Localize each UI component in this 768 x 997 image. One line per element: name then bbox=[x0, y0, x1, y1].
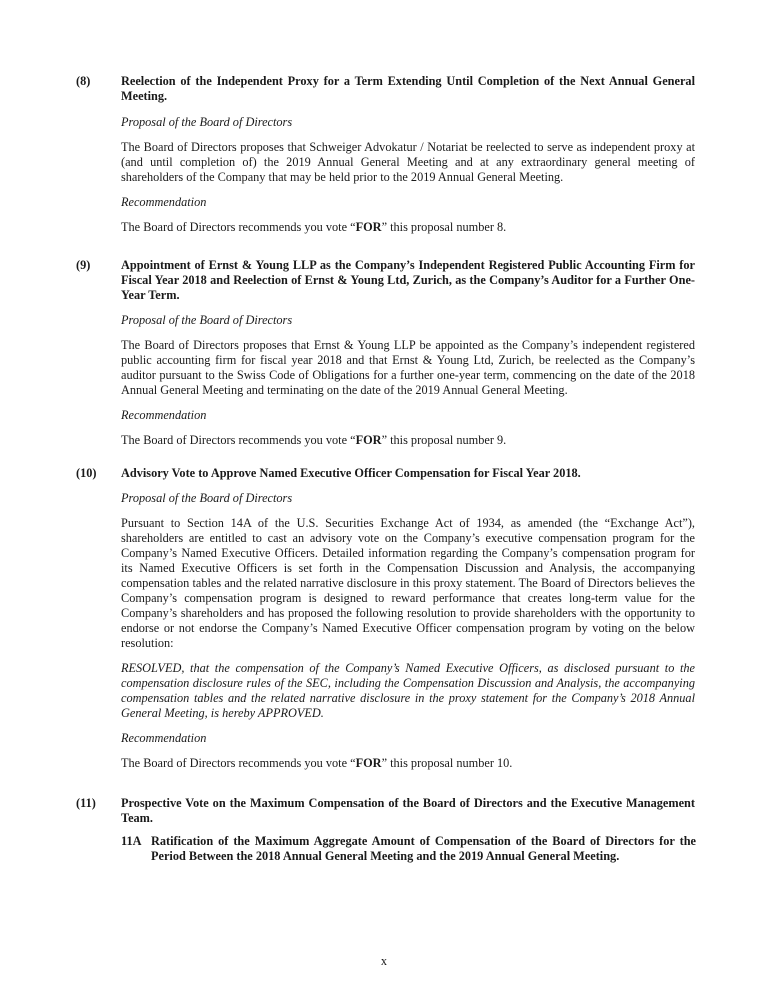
sub-item-11a bbox=[121, 834, 696, 864]
proposal-text: The Board of Directors proposes that Schweiger Advokatur / Notariat be reelected to serve as independent proxy at (and until completion of) the 2019 Annual General Meeting and at any extraordinary general meeting of shareholders of the Company that may be held prior to the 2019 Annual General Meeting. bbox=[121, 140, 695, 184]
recommendation-label: Recommendation bbox=[121, 408, 207, 422]
proposal-label: Proposal of the Board of Directors bbox=[121, 491, 293, 505]
recommendation-label: Recommendation bbox=[121, 731, 207, 745]
item-number: (9) bbox=[76, 258, 91, 272]
item-number: (11) bbox=[76, 796, 96, 810]
item-number: (8) bbox=[76, 74, 91, 88]
page-number: x bbox=[380, 954, 388, 968]
sub-item-number: 11A bbox=[121, 834, 142, 848]
recommendation-text: The Board of Directors recommends you vote “FOR” this proposal number 8. bbox=[121, 220, 507, 234]
proposal-text: The Board of Directors proposes that Ernst & Young LLP be appointed as the Company’s independent registered public accounting firm for fiscal year 2018 and that Ernst & Young Ltd, Zurich, be reelected as the Company’s auditor pursuant to the Swiss Code of Obligations for a further one-year term, commencing on the date of the 2018 Annual General Meeting and terminating on the date of the 2019 Annual General Meeting. bbox=[121, 338, 695, 397]
item-heading: Reelection of the Independent Proxy for a Term Extending Until Completion of the Next Annual General Meeting. bbox=[121, 74, 695, 103]
recommendation-label: Recommendation bbox=[121, 195, 207, 209]
item-heading: Prospective Vote on the Maximum Compensation of the Board of Directors and the Executive Management Team. bbox=[121, 796, 695, 825]
recommendation-text: The Board of Directors recommends you vote “FOR” this proposal number 10. bbox=[121, 756, 513, 770]
item-heading: Advisory Vote to Approve Named Executive Officer Compensation for Fiscal Year 2018. bbox=[121, 466, 581, 480]
item-heading: Appointment of Ernst & Young LLP as the Company’s Independent Registered Public Accounting Firm for Fiscal Year 2018 and Reelection of Ernst & Young Ltd, Zurich, as the Company’s Auditor for a Further One-Year Term. bbox=[121, 258, 695, 302]
item-number: (10) bbox=[76, 466, 97, 480]
proposal-text: Pursuant to Section 14A of the U.S. Securities Exchange Act of 1934, as amended (the “Exchange Act”), shareholders are entitled to cast an advisory vote on the Company’s executive compensation program for the Company’s Named Executive Officers. Detailed information regarding the Company’s compensation program for its Named Executive Officers is set forth in the Compensation Discussion and Analysis, the accompanying compensation tables and the related narrative disclosure in this proxy statement. The Board of Directors believes the Company’s compensation program is designed to reward performance that creates long-term value for the Company’s shareholders and has proposed the following resolution to provide shareholders with the opportunity to endorse or not endorse the Company’s Named Executive Officer compensation program by voting on the below resolution: bbox=[121, 516, 695, 650]
sub-item-heading: Ratification of the Maximum Aggregate Amount of Compensation of the Board of Directors for the Period Between the 2018 Annual General Meeting and the 2019 Annual General Meeting. bbox=[151, 834, 696, 863]
proposal-label: Proposal of the Board of Directors bbox=[121, 115, 293, 129]
resolution-text: RESOLVED, that the compensation of the Company’s Named Executive Officers, as disclosed pursuant to the compensation disclosure rules of the SEC, including the Compensation Discussion and Analysis, the accompanying compensation tables and the related narrative disclosure in the proxy statement for the Company’s 2018 Annual General Meeting, is hereby APPROVED. bbox=[121, 661, 695, 720]
proposal-label: Proposal of the Board of Directors bbox=[121, 313, 293, 327]
recommendation-text: The Board of Directors recommends you vote “FOR” this proposal number 9. bbox=[121, 433, 507, 447]
